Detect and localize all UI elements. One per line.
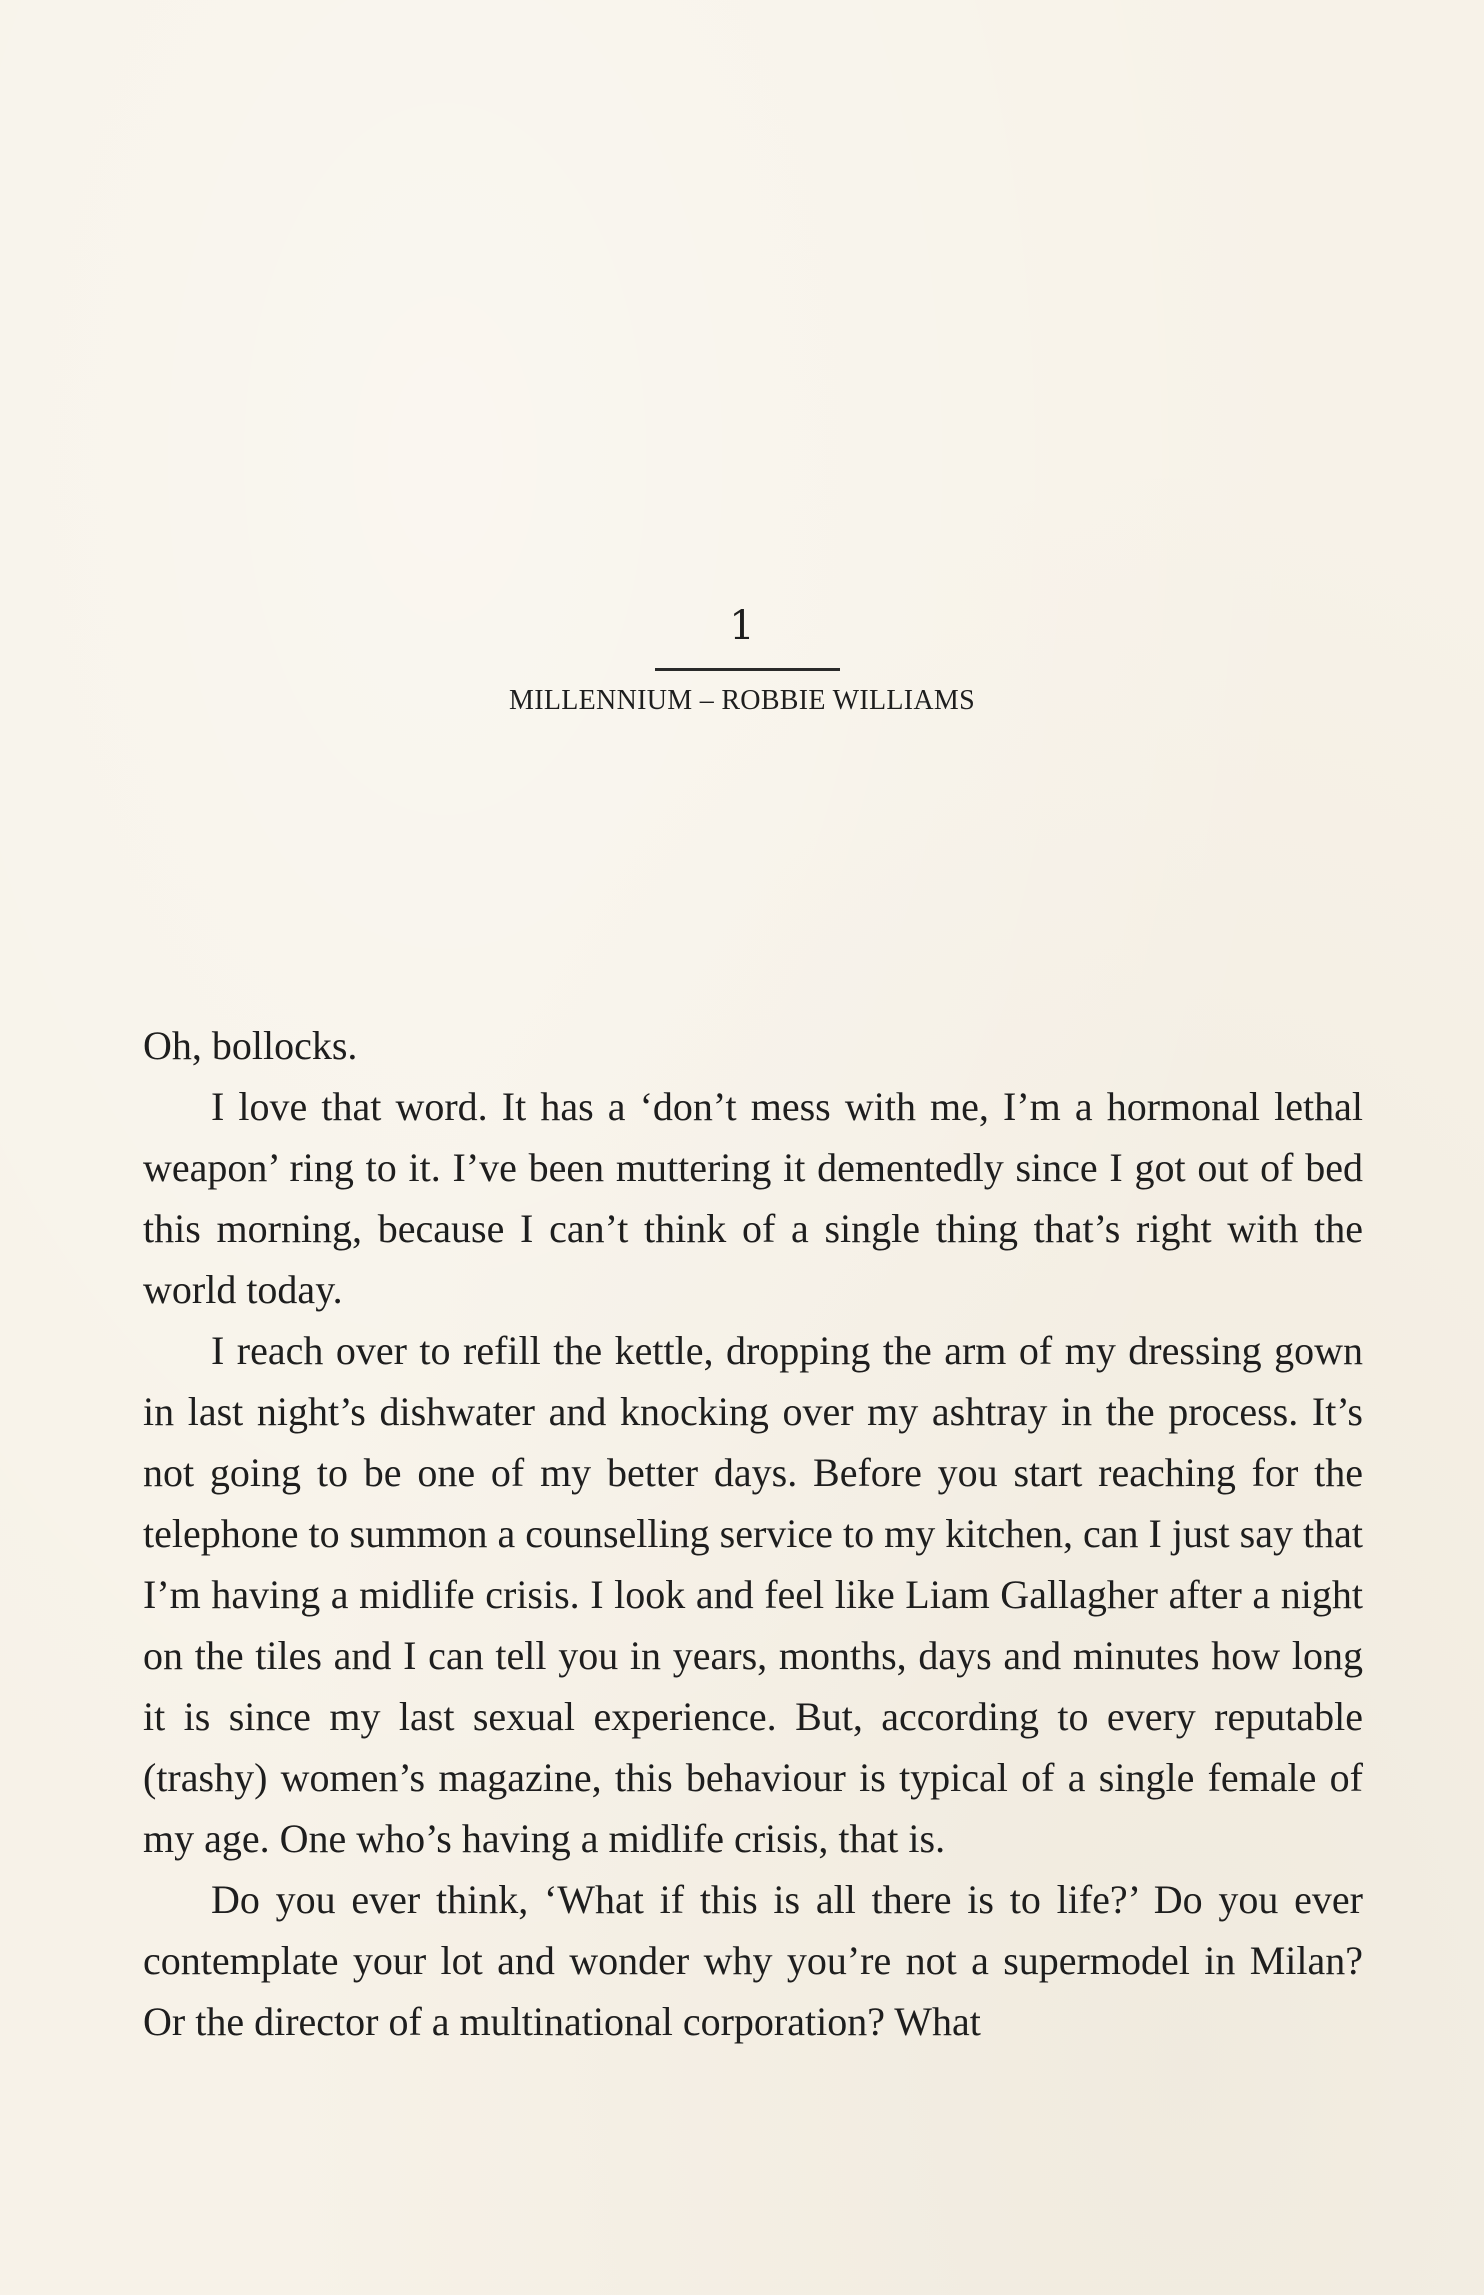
paragraph-2: I love that word. It has a ‘don’t mess with me, I’m a hormonal lethal weapon’ ring to it. I’ve been muttering it dementedly since I got out of bed this morning, because I can’t think of a single thing that’s right with the world today. xyxy=(143,1084,1363,1312)
paragraph-1: Oh, bollocks. xyxy=(143,1023,358,1068)
chapter-title: MILLENNIUM – ROBBIE WILLIAMS xyxy=(509,685,975,716)
paragraph-4: Do you ever think, ‘What if this is all there is to life?’ Do you ever contemplate your lot and wonder why you’re not a supermodel in Milan? Or the director of a multinational corporation? What xyxy=(143,1877,1363,2044)
chapter-divider xyxy=(655,668,840,671)
paragraph-3: I reach over to refill the kettle, dropping the arm of my dressing gown in last night’s dishwater and knocking over my ashtray in the process. It’s not going to be one of my better days. Before you start reaching for the telephone to summon a counselling service to my kitchen, can I just say that I’m having a midlife crisis. I look and feel like Liam Gallagher after a night on the tiles and I can tell you in years, months, days and minutes how long it is since my last sexual experience. But, according to every reputable (trashy) women’s magazine, this behaviour is typical of a single female of my age. One who’s having a midlife crisis, that is. xyxy=(143,1328,1363,1861)
chapter-number: 1 xyxy=(729,603,755,649)
body-text xyxy=(143,1015,1363,2052)
